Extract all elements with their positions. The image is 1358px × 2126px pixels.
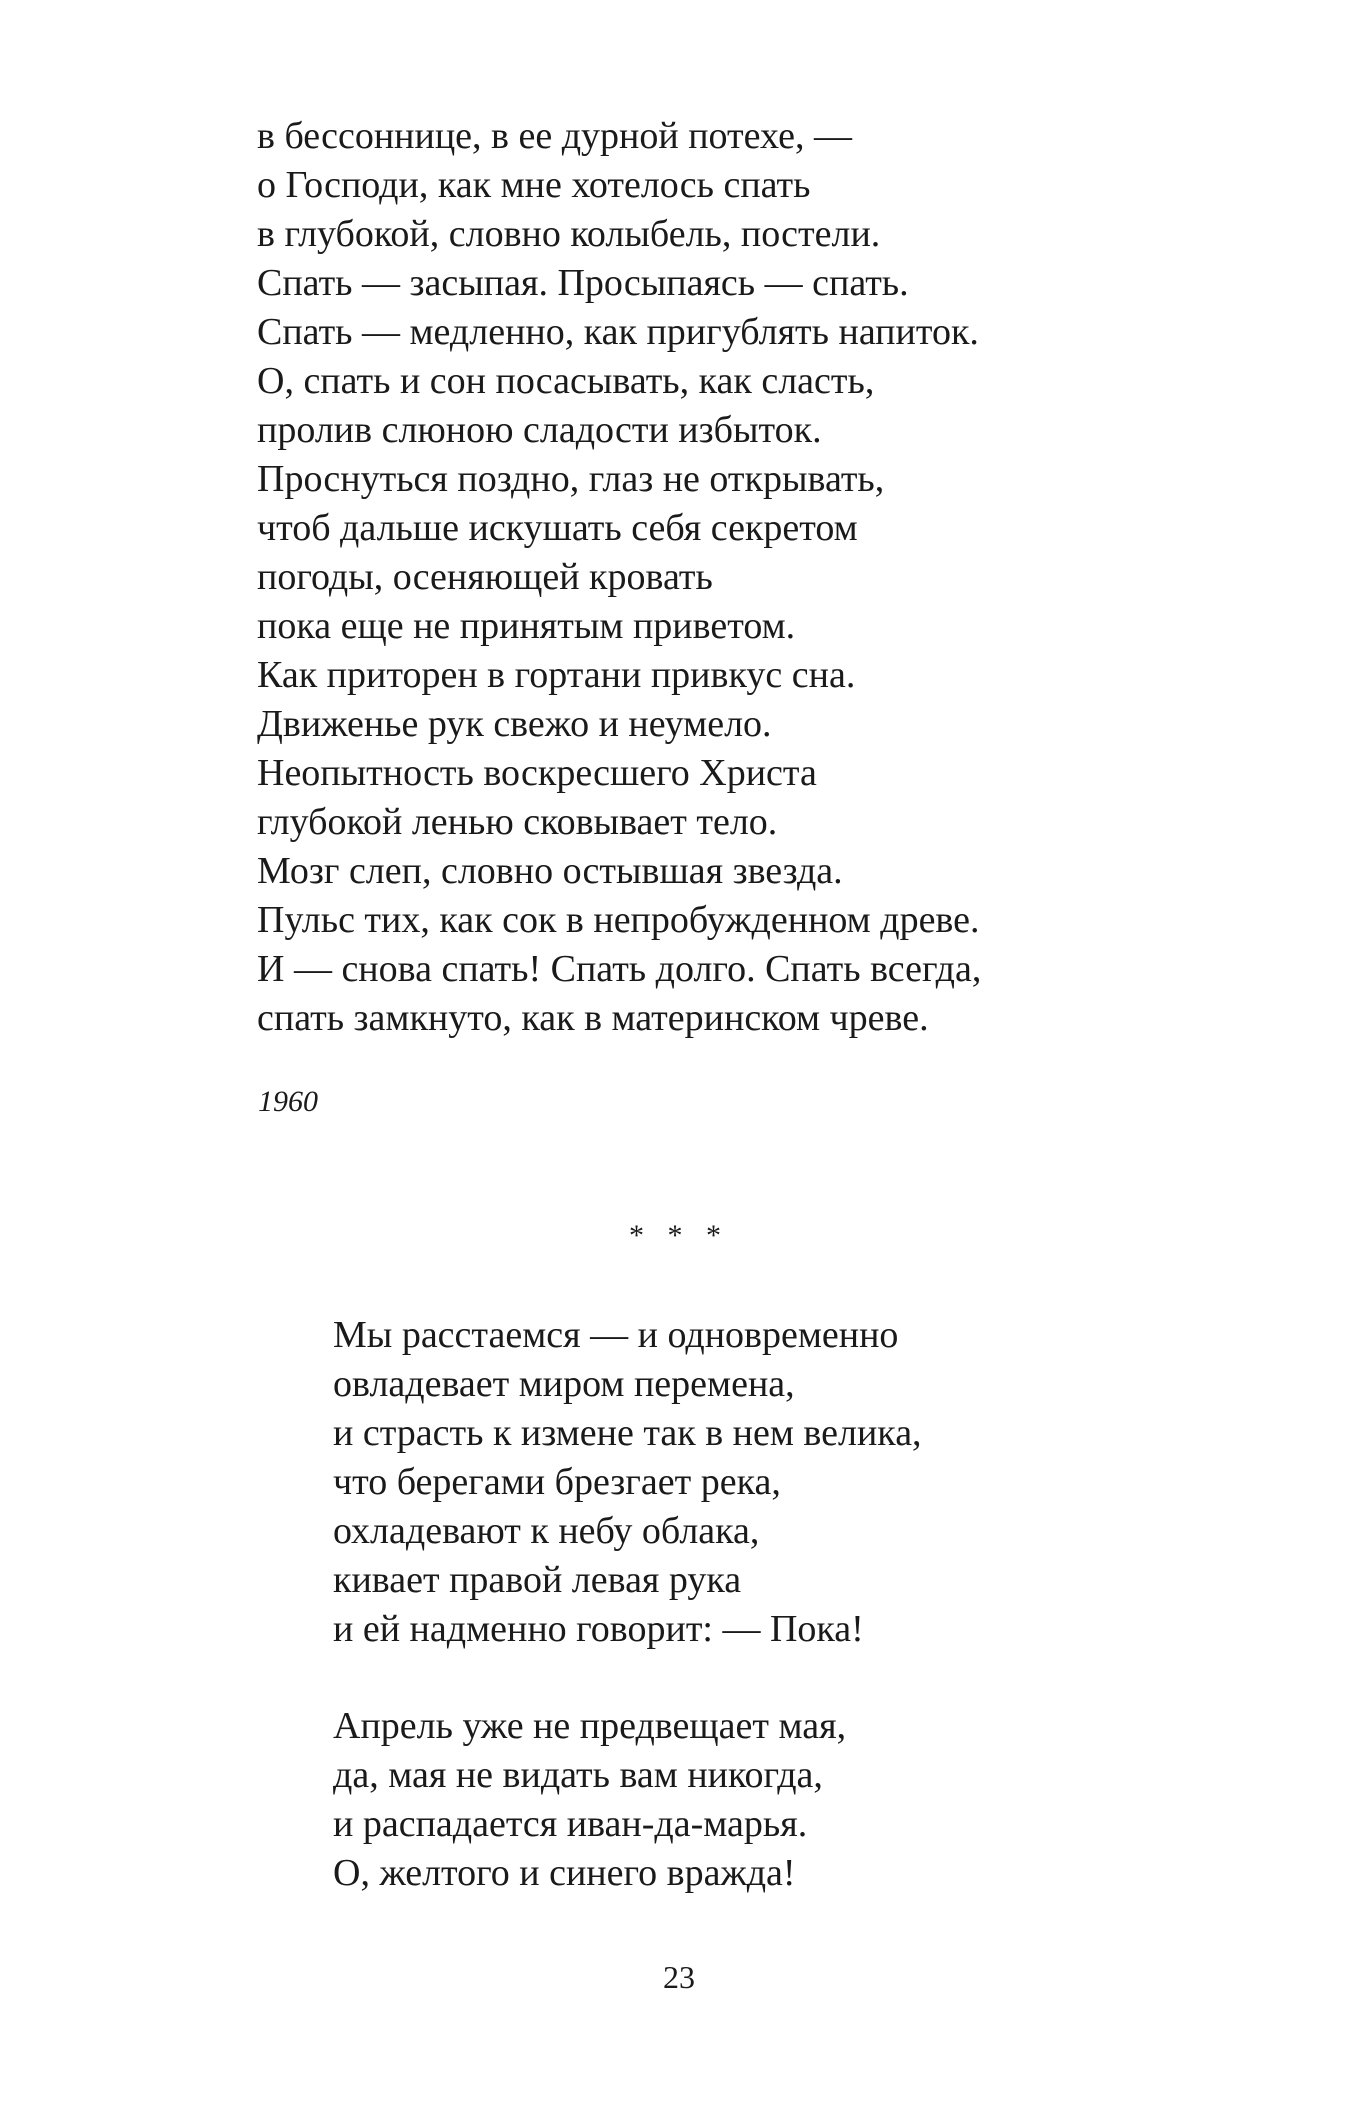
poem-line: и страсть к измене так в нем велика, bbox=[333, 1412, 922, 1454]
poem-line: в бессоннице, в ее дурной потехе, — bbox=[257, 115, 852, 157]
poem-line: О, желтого и синего вражда! bbox=[333, 1852, 796, 1894]
poem-line: Спать — засыпая. Просыпаясь — спать. bbox=[257, 262, 909, 304]
poem-line: Как приторен в гортани привкус сна. bbox=[257, 654, 856, 696]
poem-line: в глубокой, словно колыбель, постели. bbox=[257, 213, 881, 255]
poem-line: охладевают к небу облака, bbox=[333, 1510, 760, 1552]
poem-line: Движенье рук свежо и неумело. bbox=[257, 703, 772, 745]
poem-line: глубокой ленью сковывает тело. bbox=[257, 801, 778, 843]
stanza-break bbox=[333, 1654, 1193, 1702]
poem-line: Пульс тих, как сок в непробужденном древе. bbox=[257, 899, 980, 941]
page-number: 23 bbox=[663, 1959, 695, 1995]
poem-line: Проснуться поздно, глаз не открывать, bbox=[257, 458, 885, 500]
poem-line: Мы расстаемся — и одновременно bbox=[333, 1314, 899, 1356]
poem-line: пока еще не принятым приветом. bbox=[257, 605, 796, 647]
poem-line: и ей надменно говорит: — Пока! bbox=[333, 1608, 864, 1650]
poem-line: Неопытность воскресшего Христа bbox=[257, 752, 817, 794]
poem-line: пролив слюною сладости избыток. bbox=[257, 409, 822, 451]
section-separator: * * * bbox=[629, 1219, 729, 1252]
poem-line: Апрель уже не предвещает мая, bbox=[333, 1705, 847, 1747]
poem-line: кивает правой левая рука bbox=[333, 1559, 742, 1601]
poem-line: О, спать и сон посасывать, как сласть, bbox=[257, 360, 875, 402]
poem-line: спать замкнуто, как в материнском чреве. bbox=[257, 997, 929, 1039]
poem-continuation bbox=[257, 112, 1197, 1043]
poem-line: овладевает миром перемена, bbox=[333, 1363, 795, 1405]
poem-line: чтоб дальше искушать себя секретом bbox=[257, 507, 858, 549]
poem-line: что берегами брезгает река, bbox=[333, 1461, 781, 1503]
stanza-2 bbox=[333, 1702, 1193, 1898]
poem-line: да, мая не видать вам никогда, bbox=[333, 1754, 823, 1796]
stanza-1 bbox=[333, 1311, 1193, 1654]
poem-line: и распадается иван-да-марья. bbox=[333, 1803, 808, 1845]
poem-untitled bbox=[333, 1311, 1193, 1898]
poem-line: о Господи, как мне хотелось спать bbox=[257, 164, 811, 206]
poem-date: 1960 bbox=[258, 1085, 318, 1118]
poem-line: погоды, осеняющей кровать bbox=[257, 556, 713, 598]
poem-line: Мозг слеп, словно остывшая звезда. bbox=[257, 850, 843, 892]
poem-line: И — снова спать! Спать долго. Спать всегда, bbox=[257, 948, 982, 990]
poem-line: Спать — медленно, как пригублять напиток. bbox=[257, 311, 979, 353]
